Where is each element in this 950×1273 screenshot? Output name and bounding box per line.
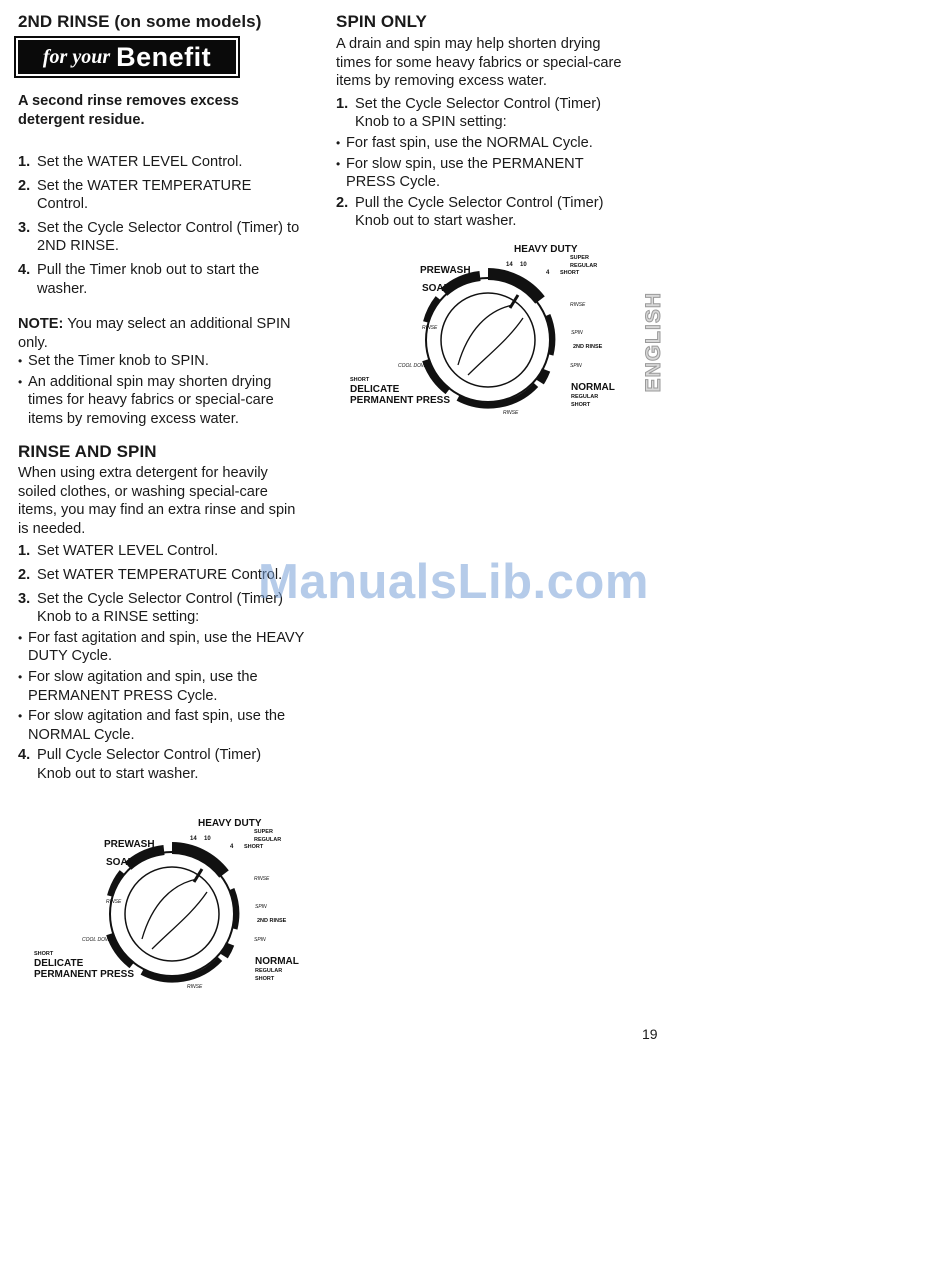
heavy-duty-label: HEAVY DUTY [514,244,578,255]
step-item: 2. Set the WATER TEMPERATURE Control. [18,177,252,213]
super-label: SUPER [254,829,273,835]
step-item: 3. Set the Cycle Selector Control (Timer) to 2ND RINSE. [18,219,300,255]
normal-label: NORMAL [571,382,615,393]
rinse-and-spin-title: RINSE AND SPIN [18,442,157,461]
step-item: 1. Set the WATER LEVEL Control. [18,154,243,170]
language-label: ENGLISH [642,291,665,393]
cool-down-label: COOL DOWN [82,937,114,943]
permanent-press-label: PERMANENT PRESS [350,395,451,406]
heavy-duty-label: HEAVY DUTY [198,818,262,829]
step-item: 1. Set WATER LEVEL Control. [18,543,219,560]
rinse-label-left: RINSE [106,899,122,905]
spin-label-lower: SPIN [254,937,266,943]
spin-only-bullets [336,134,631,192]
n14-label: 14 [190,836,197,842]
cycle-bullet: • For slow agitation and spin, use the PERMANENT PRESS Cycle. [18,668,313,705]
benefit-prefix: for your [42,45,111,68]
short-label-left: SHORT [350,377,370,383]
second-rinse-label: 2ND RINSE [257,918,287,924]
rinse-label-right: RINSE [254,876,270,882]
regular-label-lower: REGULAR [571,394,599,400]
regular-label: REGULAR [254,837,282,843]
step-item: 4. Pull Cycle Selector Control (Timer) Knob out to start washer. [18,747,262,782]
timer-dial-svg [32,817,302,992]
spin-only-title: SPIN ONLY [336,12,427,31]
step-item: 2. Pull the Cycle Selector Control (Timer) Knob out to start washer. [336,194,604,230]
second-rinse-title: 2ND RINSE (on some models) [18,12,262,31]
note-text: NOTE: You may select an additional SPIN only. [18,316,291,351]
cycle-bullet: • For fast spin, use the NORMAL Cycle. [336,134,631,153]
short-label-lower: SHORT [571,402,591,408]
rinse-and-spin-bullets [18,629,313,745]
timer-dial-diagram-rinse-spin [32,817,302,992]
note-bullets [18,352,298,428]
second-rinse-lead: A second rinse removes excess detergent residue. [18,93,239,128]
n10-label: 10 [520,262,527,268]
regular-label-lower: REGULAR [255,968,283,974]
cycle-bullet: • For fast agitation and spin, use the HEAVY DUTY Cycle. [18,629,313,666]
short-label-top: SHORT [560,270,580,276]
benefit-word: Benefit [116,41,212,72]
short-label-lower: SHORT [255,976,275,982]
rinse-and-spin-body [18,464,305,789]
spin-only-step1 [336,95,636,132]
short-label-left: SHORT [34,951,54,957]
soak-label: SOAK [422,283,451,294]
rinse-label-bottom: RINSE [503,410,519,416]
spin-label-right: SPIN [255,904,267,910]
rinse-label-bottom: RINSE [187,984,203,990]
step-item: 2. Set WATER TEMPERATURE Control. [18,566,283,583]
spin-only-step2 [336,194,636,231]
cycle-bullet: • For slow agitation and fast spin, use the NORMAL Cycle. [18,707,313,744]
note-block [18,315,298,431]
spin-label-lower: SPIN [570,363,582,369]
short-label-top: SHORT [244,844,264,850]
rinse-label-left: RINSE [422,325,438,331]
step-item: 4. Pull the Timer knob out to start the washer. [18,261,260,297]
watermark: ManualsLib.com [258,555,649,609]
n14-label: 14 [506,262,513,268]
delicate-label: DELICATE [34,958,84,969]
rinse-and-spin-step4 [18,746,288,783]
second-rinse-label: 2ND RINSE [573,344,603,350]
step-item: 1. Set the Cycle Selector Control (Timer) Knob to a SPIN setting: [336,95,602,131]
spin-label-right: SPIN [571,330,583,336]
second-rinse-steps [18,153,318,303]
language-side-tab [641,262,667,422]
for-your-benefit-badge [18,40,236,74]
super-label: SUPER [570,255,589,261]
spin-only-intro: A drain and spin may help shorten drying times for some heavy fabrics or special-care items by removing excess water. [336,36,622,90]
n4-label: 4 [546,270,550,276]
spin-only-body [336,35,631,236]
note-bullet: • An additional spin may shorten drying times for heavy fabrics or special-care items by removing excess water. [18,373,298,429]
timer-dial-svg [348,243,618,418]
page-number: 19 [642,1026,658,1042]
delicate-label: DELICATE [350,384,400,395]
regular-label: REGULAR [570,263,598,269]
permanent-press-label: PERMANENT PRESS [34,969,135,980]
cycle-bullet: • For slow spin, use the PERMANENT PRESS Cycle. [336,155,631,192]
prewash-label: PREWASH [420,265,471,276]
n4-label: 4 [230,844,234,850]
prewash-label: PREWASH [104,839,155,850]
step-item: 3. Set the Cycle Selector Control (Timer) Knob to a RINSE setting: [18,590,284,626]
cool-down-label: COOL DOWN [398,363,430,369]
normal-label: NORMAL [255,956,299,967]
note-bullet: • Set the Timer knob to SPIN. [18,352,298,371]
soak-label: SOAK [106,857,135,868]
rinse-label-right: RINSE [570,302,586,308]
timer-dial-diagram-spin-only [348,243,618,418]
rinse-and-spin-intro: When using extra detergent for heavily soiled clothes, or washing special-care items, you may find an extra rinse and spin is needed. [18,465,296,537]
n10-label: 10 [204,836,211,842]
